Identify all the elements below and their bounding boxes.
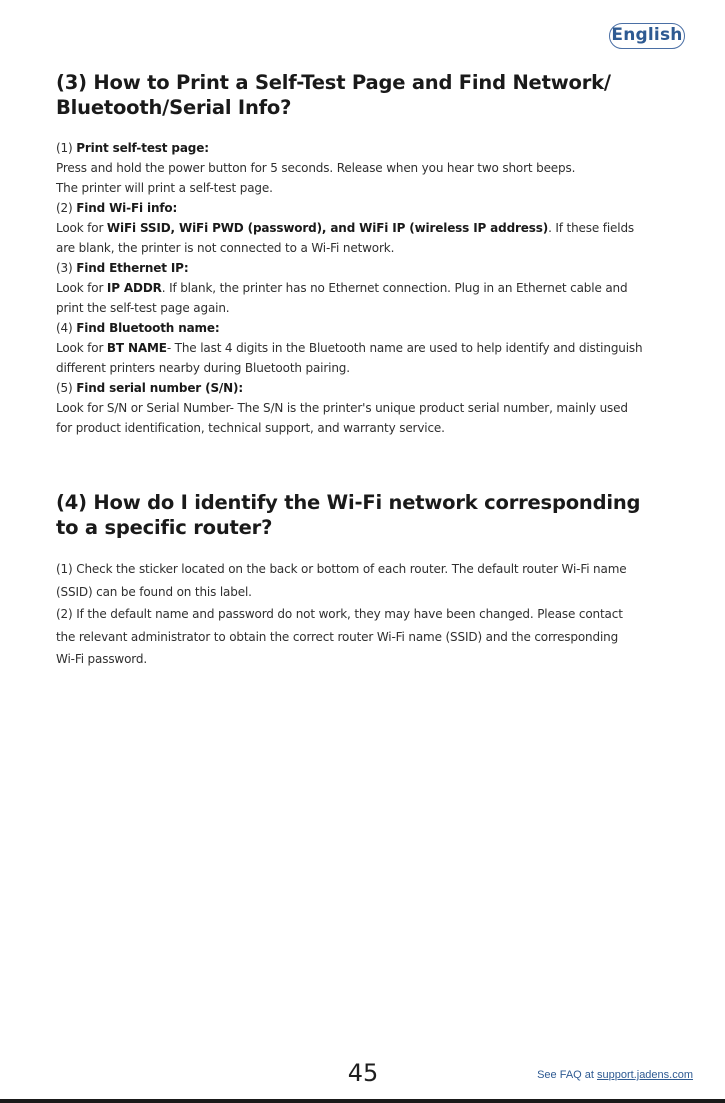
body-bold-text: WiFi SSID, WiFi PWD (password), and WiFi IP (wireless IP address) [106, 221, 549, 235]
body-line: print the self-test page again. [56, 301, 230, 315]
item-heading [56, 198, 676, 218]
body-line: The printer will print a self-test page. [56, 181, 273, 195]
body-line: Wi-Fi password. [56, 652, 147, 666]
body-line [56, 338, 676, 358]
item-number: (4) [56, 321, 77, 335]
body-text: - The last 4 digits in the Bluetooth name are used to help identify and distinguish [166, 341, 643, 355]
item-number: (5) [56, 381, 77, 395]
body-line: the relevant administrator to obtain the correct router Wi-Fi name (SSID) and the corresponding [56, 629, 619, 644]
section-title-line: to a specific router? [56, 516, 273, 539]
section-title-line: Bluetooth/Serial Info? [56, 96, 292, 119]
faq-link[interactable]: support.jadens.com [597, 1069, 693, 1081]
body-text: Look for [56, 281, 107, 295]
body-line: (SSID) can be found on this label. [56, 584, 252, 599]
body-line: (1) Check the sticker located on the back or bottom of each router. The default router Wi-Fi name [56, 562, 627, 576]
body-text: . If blank, the printer has no Ethernet connection. Plug in an Ethernet cable and [161, 281, 628, 295]
section-self-test [56, 70, 676, 435]
section-body [56, 138, 676, 438]
body-line [56, 278, 676, 298]
body-bold-text: BT NAME [106, 341, 167, 355]
body-line: different printers nearby during Bluetooth pairing. [56, 361, 350, 375]
item-heading-text: Find Ethernet IP: [76, 261, 189, 275]
item-heading [56, 318, 676, 338]
section-router-wifi [56, 490, 676, 666]
body-line: Look for S/N or Serial Number- The S/N is the printer's unique product serial number, mainly used [56, 401, 628, 415]
item-number: (3) [56, 261, 77, 275]
item-heading-text: Find serial number (S/N): [76, 381, 244, 395]
body-line [56, 218, 676, 238]
section-title-line: (3) How to Print a Self-Test Page and Find Network/ [56, 71, 611, 94]
body-line: for product identification, technical support, and warranty service. [56, 421, 445, 435]
item-heading-text: Print self-test page: [76, 141, 209, 155]
item-heading [56, 378, 676, 398]
section-body [56, 558, 676, 671]
body-text: Look for [56, 221, 107, 235]
body-text: . If these fields [548, 221, 635, 235]
body-line: are blank, the printer is not connected to a Wi-Fi network. [56, 241, 395, 255]
item-heading-text: Find Wi-Fi info: [76, 201, 178, 215]
item-heading [56, 138, 676, 158]
body-line: (2) If the default name and password do not work, they may have been changed. Please contact [56, 607, 623, 621]
item-heading-text: Find Bluetooth name: [76, 321, 220, 335]
body-text: Look for [56, 341, 107, 355]
body-bold-text: IP ADDR [106, 281, 162, 295]
page-number: 45 [347, 1059, 379, 1087]
section-title [56, 70, 676, 120]
section-title [56, 490, 676, 540]
item-number: (1) [56, 141, 77, 155]
body-line: Press and hold the power button for 5 seconds. Release when you hear two short beeps. [56, 161, 576, 175]
language-badge[interactable]: English [609, 23, 685, 49]
item-number: (2) [56, 201, 77, 215]
faq-footer [537, 1068, 693, 1082]
bottom-rule [0, 1099, 725, 1103]
item-heading [56, 258, 676, 278]
faq-prefix: See FAQ at [537, 1069, 597, 1081]
section-title-line: (4) How do I identify the Wi-Fi network corresponding [56, 491, 641, 514]
